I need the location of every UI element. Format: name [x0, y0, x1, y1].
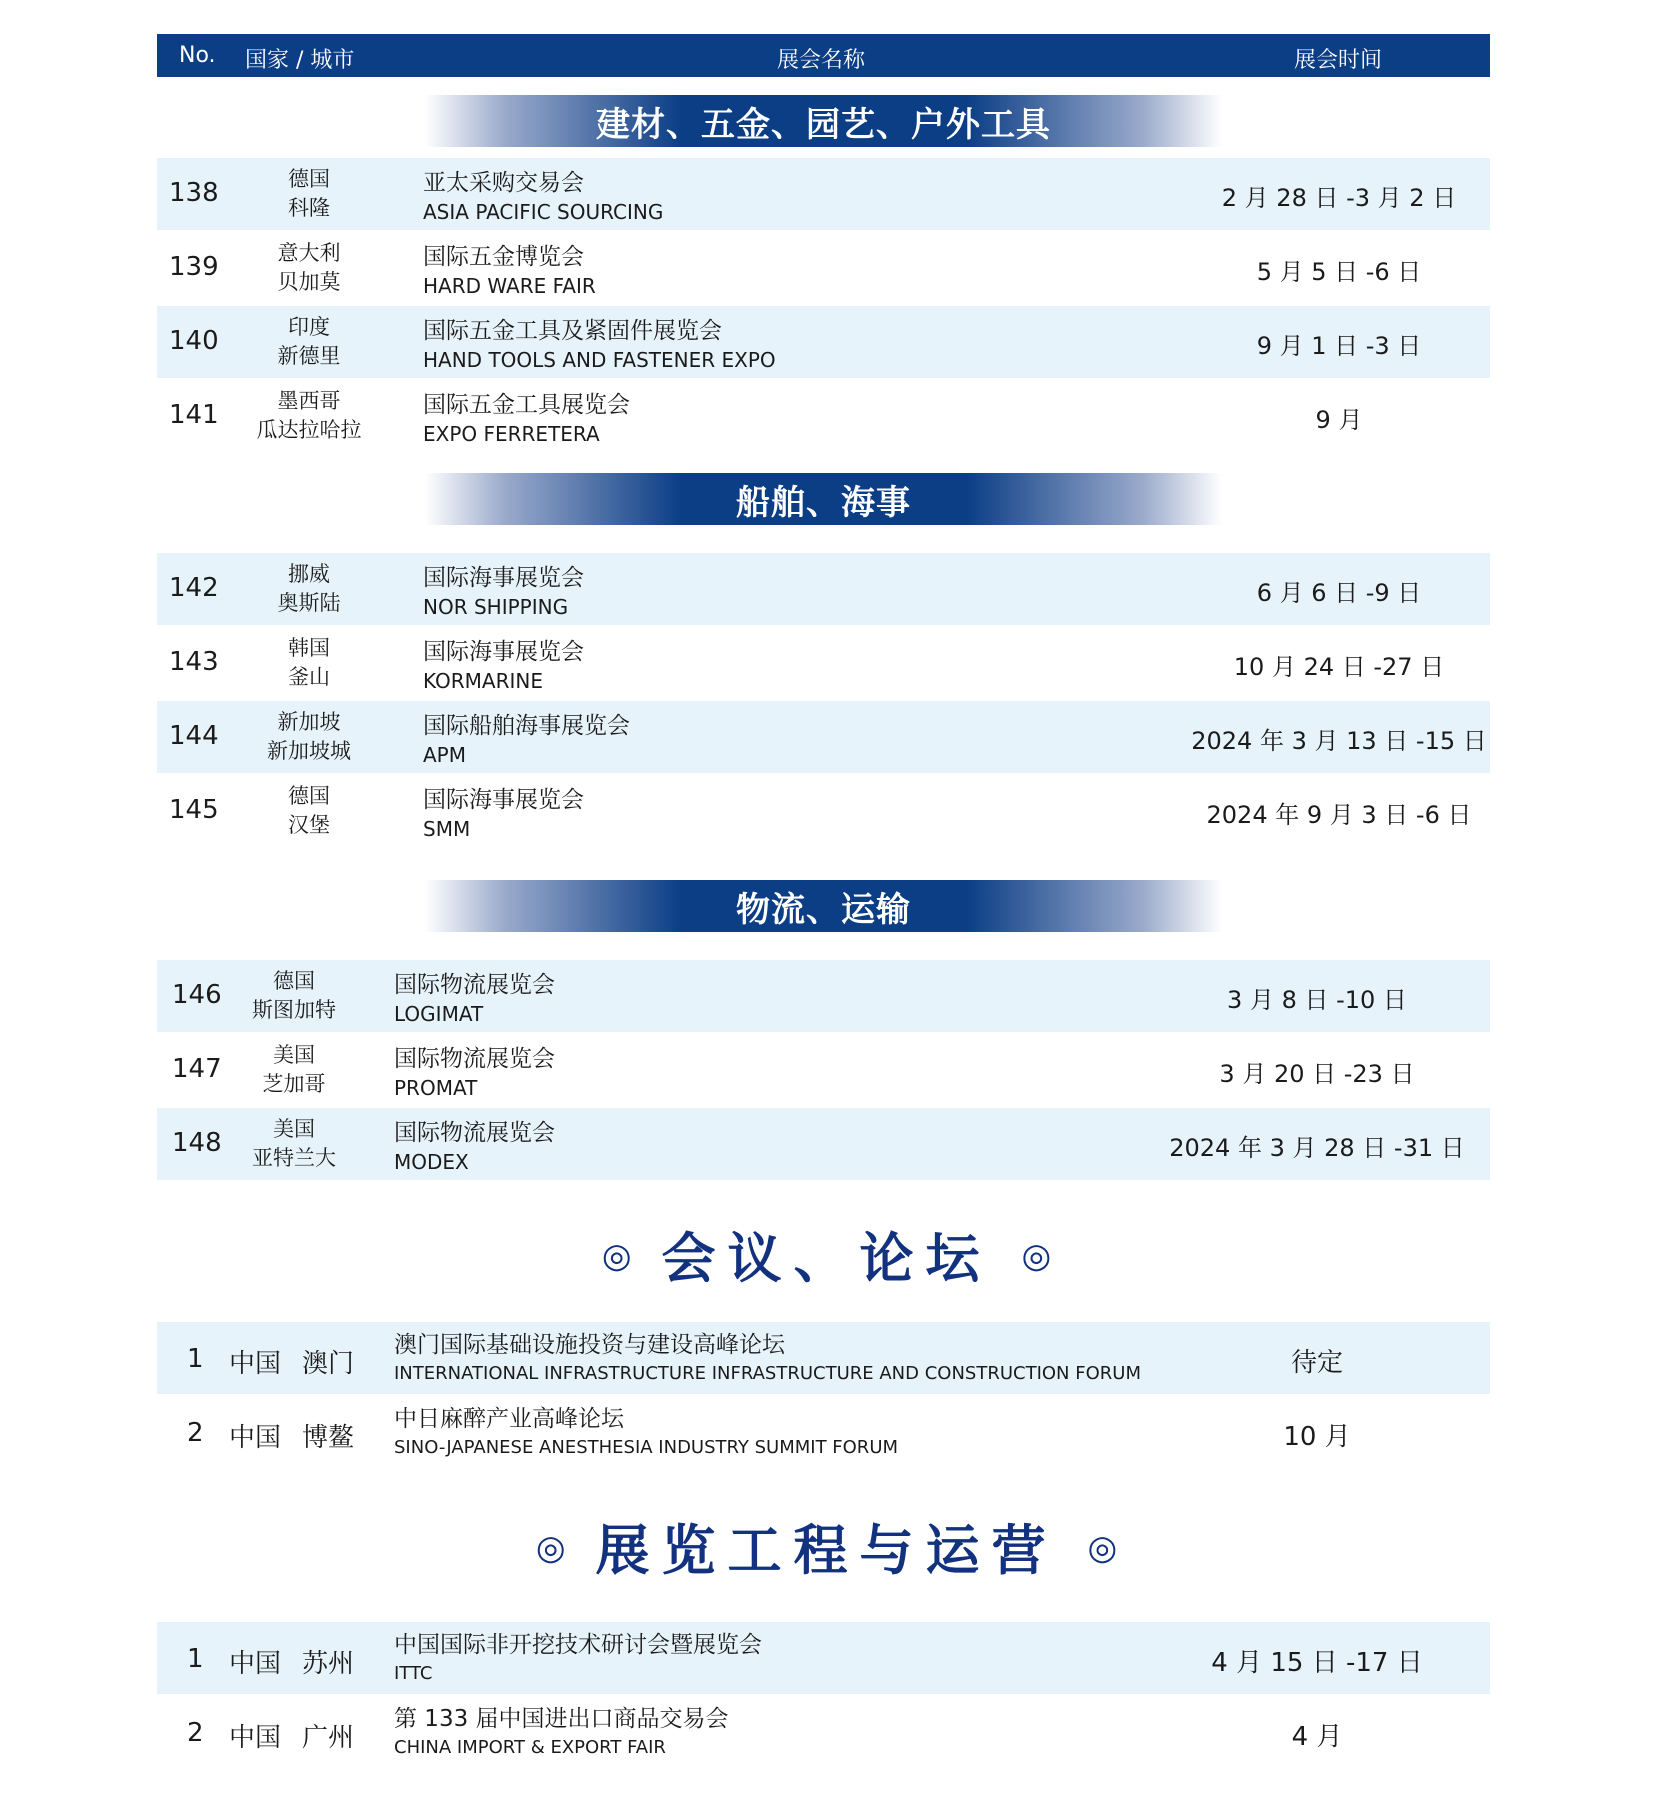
- row-country: 墨西哥: [277, 389, 341, 413]
- row-name-cn: 国际物流展览会: [394, 1120, 555, 1146]
- row-name-en: APM: [423, 743, 466, 767]
- row-name-en: SMM: [423, 817, 471, 841]
- row-number: 1: [187, 1644, 204, 1674]
- table-row: [157, 960, 1490, 1032]
- row-location: [234, 634, 384, 692]
- row-number: 143: [169, 647, 219, 677]
- row-location: [219, 1115, 369, 1173]
- table-row: [157, 380, 1490, 452]
- table-row: [157, 306, 1490, 378]
- row-country: 中国: [229, 1423, 282, 1453]
- row-time: 6 月 6 日 -9 日: [1256, 579, 1422, 607]
- row-country: 德国: [288, 784, 330, 808]
- row-city: 奥斯陆: [277, 591, 341, 615]
- header-no: No.: [179, 43, 216, 68]
- row-name-en: KORMARINE: [423, 669, 543, 693]
- category-band: [425, 473, 1222, 525]
- row-name-en: ASIA PACIFIC SOURCING: [423, 200, 664, 224]
- table-row: [157, 553, 1490, 625]
- row-country: 美国: [273, 1117, 315, 1141]
- category-title: 建材、五金、园艺、户外工具: [596, 104, 1051, 145]
- row-name-en: ITTC: [394, 1663, 433, 1684]
- table-row: [157, 1396, 1490, 1468]
- row-time: 10 月: [1283, 1422, 1351, 1452]
- table-row: [157, 1322, 1490, 1394]
- table-row: [157, 627, 1490, 699]
- section-title-engineering: [0, 1508, 1653, 1585]
- row-exhibition-name: [394, 1704, 729, 1762]
- row-name-cn: 国际海事展览会: [423, 787, 584, 813]
- row-city: 科隆: [288, 196, 330, 220]
- row-number: 141: [169, 400, 219, 430]
- row-city: 芝加哥: [262, 1072, 326, 1096]
- table-row: [157, 1034, 1490, 1106]
- row-country: 中国: [229, 1723, 282, 1753]
- row-number: 2: [187, 1418, 204, 1448]
- row-time: 2024 年 3 月 13 日 -15 日: [1191, 727, 1487, 755]
- row-exhibition-name: [423, 242, 596, 300]
- row-name-en: PROMAT: [394, 1076, 478, 1100]
- row-time: 待定: [1290, 1348, 1343, 1378]
- row-country: 印度: [288, 315, 330, 339]
- row-number: 1: [187, 1344, 204, 1374]
- row-city: 斯图加特: [252, 998, 336, 1022]
- row-city: 博鳌: [302, 1423, 355, 1453]
- row-location: [234, 782, 384, 840]
- row-number: 146: [172, 980, 222, 1010]
- row-name-en: HARD WARE FAIR: [423, 274, 596, 298]
- row-city: 釜山: [288, 665, 330, 689]
- table-header: [157, 34, 1490, 77]
- row-time: 5 月 5 日 -6 日: [1256, 258, 1422, 286]
- row-location: [219, 967, 369, 1025]
- row-city: 新加坡城: [267, 739, 351, 763]
- row-time: 4 月 15 日 -17 日: [1211, 1648, 1423, 1678]
- table-row: [157, 775, 1490, 847]
- row-country: 韩国: [288, 636, 330, 660]
- row-name-en: NOR SHIPPING: [423, 595, 569, 619]
- row-time: 9 月 1 日 -3 日: [1256, 332, 1422, 360]
- row-number: 144: [169, 721, 219, 751]
- row-number: 140: [169, 326, 219, 356]
- row-country: 德国: [288, 167, 330, 191]
- row-name-en: LOGIMAT: [394, 1002, 484, 1026]
- row-name-en: INTERNATIONAL INFRASTRUCTURE INFRASTRUCTURE AND CONSTRUCTION FORUM: [394, 1363, 1141, 1384]
- section-title-conference: [0, 1216, 1653, 1293]
- bullet-icon: ◎: [601, 1236, 632, 1277]
- row-time: 3 月 20 日 -23 日: [1219, 1060, 1415, 1088]
- row-name-cn: 国际船舶海事展览会: [423, 713, 630, 739]
- row-country: 德国: [273, 969, 315, 993]
- row-name-cn: 国际物流展览会: [394, 972, 555, 998]
- table-row: [157, 701, 1490, 773]
- row-number: 148: [172, 1128, 222, 1158]
- row-number: 138: [169, 178, 219, 208]
- bullet-icon: ◎: [535, 1528, 566, 1569]
- bullet-icon: ◎: [1021, 1236, 1052, 1277]
- row-city: 苏州: [302, 1649, 355, 1679]
- row-exhibition-name: [394, 970, 555, 1028]
- row-country: 中国: [229, 1349, 282, 1379]
- row-name-cn: 国际海事展览会: [423, 639, 584, 665]
- row-location: [234, 313, 384, 371]
- row-location: [234, 239, 384, 297]
- row-name-cn: 国际五金博览会: [423, 244, 584, 270]
- row-exhibition-name: [423, 390, 630, 448]
- row-time: 9 月: [1315, 406, 1363, 434]
- row-name-en: EXPO FERRETERA: [423, 422, 600, 446]
- row-number: 2: [187, 1718, 204, 1748]
- row-time: 2024 年 3 月 28 日 -31 日: [1169, 1134, 1465, 1162]
- row-name-cn: 中国国际非开挖技术研讨会暨展览会: [394, 1632, 762, 1658]
- row-number: 147: [172, 1054, 222, 1084]
- row-exhibition-name: [423, 711, 630, 769]
- section-title-text: 展览工程与运营: [595, 1519, 1058, 1582]
- row-name-cn: 国际海事展览会: [423, 565, 584, 591]
- row-country: 挪威: [288, 562, 330, 586]
- row-exhibition-name: [394, 1404, 898, 1462]
- category-band: [425, 880, 1222, 932]
- category-title: 船舶、海事: [736, 482, 911, 523]
- row-city: 汉堡: [288, 813, 330, 837]
- row-name-en: CHINA IMPORT & EXPORT FAIR: [394, 1737, 666, 1758]
- row-exhibition-name: [394, 1630, 762, 1688]
- row-number: 145: [169, 795, 219, 825]
- section-title-text: 会议、论坛: [661, 1227, 992, 1290]
- row-name-en: MODEX: [394, 1150, 469, 1174]
- row-country: 中国: [229, 1649, 282, 1679]
- row-city: 贝加莫: [277, 270, 341, 294]
- row-city: 广州: [302, 1723, 355, 1753]
- row-name-cn: 国际五金工具展览会: [423, 392, 630, 418]
- row-number: 139: [169, 252, 219, 282]
- row-city: 澳门: [302, 1349, 355, 1379]
- row-location: [219, 1041, 369, 1099]
- header-country-city: 国家 / 城市: [245, 48, 355, 73]
- row-exhibition-name: [423, 168, 663, 226]
- row-name-cn: 国际物流展览会: [394, 1046, 555, 1072]
- row-time: 3 月 8 日 -10 日: [1227, 986, 1407, 1014]
- row-exhibition-name: [394, 1118, 555, 1176]
- row-time: 10 月 24 日 -27 日: [1233, 653, 1445, 681]
- table-row: [157, 1108, 1490, 1180]
- row-country: 美国: [273, 1043, 315, 1067]
- table-row: [157, 158, 1490, 230]
- row-time: 2 月 28 日 -3 月 2 日: [1221, 184, 1457, 212]
- row-name-en: HAND TOOLS AND FASTENER EXPO: [423, 348, 776, 372]
- row-city: 亚特兰大: [252, 1146, 336, 1170]
- row-exhibition-name: [423, 785, 584, 843]
- category-band: [425, 95, 1222, 147]
- row-name-cn: 第 133 届中国进出口商品交易会: [394, 1706, 729, 1732]
- row-name-cn: 中日麻醉产业高峰论坛: [394, 1406, 624, 1432]
- row-name-cn: 澳门国际基础设施投资与建设高峰论坛: [394, 1332, 785, 1358]
- row-location: [234, 560, 384, 618]
- row-city: 新德里: [277, 344, 341, 368]
- row-time: 4 月: [1291, 1722, 1343, 1752]
- row-city: 瓜达拉哈拉: [256, 418, 362, 442]
- row-exhibition-name: [423, 316, 776, 374]
- row-name-en: SINO-JAPANESE ANESTHESIA INDUSTRY SUMMIT FORUM: [394, 1437, 899, 1458]
- table-row: [157, 1622, 1490, 1694]
- row-location: [234, 387, 384, 445]
- row-exhibition-name: [394, 1330, 1141, 1388]
- bullet-icon: ◎: [1087, 1528, 1118, 1569]
- row-exhibition-name: [423, 637, 584, 695]
- row-name-cn: 亚太采购交易会: [423, 170, 584, 196]
- row-exhibition-name: [423, 563, 584, 621]
- row-location: [234, 708, 384, 766]
- row-name-cn: 国际五金工具及紧固件展览会: [423, 318, 722, 344]
- row-country: 新加坡: [277, 710, 341, 734]
- row-exhibition-name: [394, 1044, 555, 1102]
- row-country: 意大利: [277, 241, 341, 265]
- header-exhibition-name: 展会名称: [777, 48, 866, 73]
- header-exhibition-time: 展会时间: [1294, 48, 1383, 73]
- table-row: [157, 232, 1490, 304]
- row-time: 2024 年 9 月 3 日 -6 日: [1206, 801, 1472, 829]
- row-location: [234, 165, 384, 223]
- category-title: 物流、运输: [736, 889, 911, 930]
- table-row: [157, 1696, 1490, 1768]
- row-number: 142: [169, 573, 219, 603]
